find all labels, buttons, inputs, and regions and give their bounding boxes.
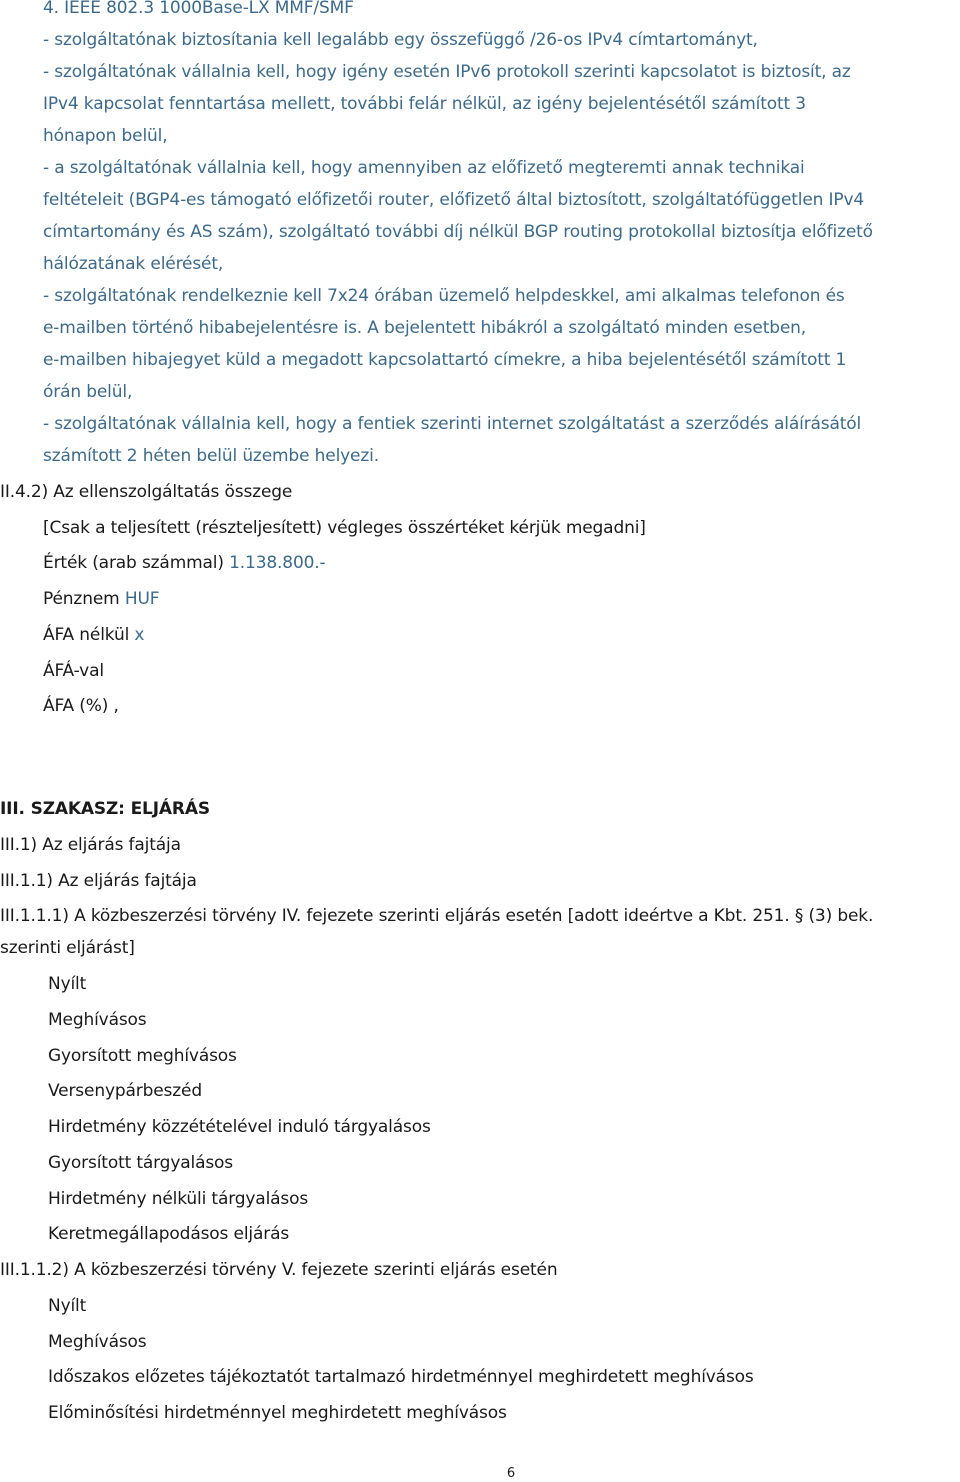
intro-line-14: - szolgáltatónak vállalnia kell, hogy a fentiek szerinti internet szolgáltatást a szerződés aláírásától [43, 414, 862, 434]
value-row [43, 552, 326, 574]
option-iv-versenyparbeszed: Versenypárbeszéd [48, 1081, 202, 1101]
page-number: 6 [506, 1466, 516, 1481]
section-ii42-note: [Csak a teljesített (részteljesített) végleges összértéket kérjük megadni] [43, 518, 646, 538]
intro-line-1: 4. IEEE 802.3 1000Base-LX MMF/SMF [43, 0, 354, 18]
section-iii112-heading: III.1.1.2) A közbeszerzési törvény V. fejezete szerinti eljárás esetén [0, 1260, 558, 1280]
currency-value: HUF [124, 589, 160, 609]
intro-line-12: e-mailben hibajegyet küld a megadott kapcsolattartó címekre, a hiba bejelentésétől számított 1 [43, 350, 847, 370]
option-iv-nyilt: Nyílt [48, 974, 87, 994]
currency-label: Pénznem [43, 589, 125, 609]
vat-rate-label: ÁFA (%) , [43, 696, 119, 716]
value-label: Érték (arab számmal) [43, 553, 230, 573]
value-amount: 1.138.800.- [229, 553, 326, 573]
section-iii1-heading: III.1) Az eljárás fajtája [0, 835, 181, 855]
currency-row [43, 588, 159, 610]
option-iv-keretmegallapodas: Keretmegállapodásos eljárás [48, 1224, 290, 1244]
option-iv-hirdetmeny-nelkuli: Hirdetmény nélküli tárgyalásos [48, 1189, 309, 1209]
intro-line-9: hálózatának elérését, [43, 254, 224, 274]
option-iv-gyorsitott-targyalasos: Gyorsított tárgyalásos [48, 1153, 234, 1173]
option-v-meghivasos: Meghívásos [48, 1332, 147, 1352]
option-iv-gyorsitott-meghivasos: Gyorsított meghívásos [48, 1046, 237, 1066]
intro-line-8: címtartomány és AS szám), szolgáltató további díj nélkül BGP routing protokollal biztosítja előfizető [43, 222, 873, 242]
option-v-idoszakos: Időszakos előzetes tájékoztatót tartalmazó hirdetménnyel meghirdetett meghívásos [48, 1367, 754, 1387]
intro-line-5: hónapon belül, [43, 126, 168, 146]
vat-excl-row [43, 624, 144, 646]
intro-line-6: - a szolgáltatónak vállalnia kell, hogy amennyiben az előfizető megteremti annak technikai [43, 158, 805, 178]
intro-line-15: számított 2 héten belül üzembe helyezi. [43, 446, 379, 466]
section-iii-title: III. SZAKASZ: ELJÁRÁS [0, 799, 210, 819]
section-iii111-heading-line2: szerinti eljárást] [0, 938, 135, 958]
section-iii111-heading-line1: III.1.1.1) A közbeszerzési törvény IV. fejezete szerinti eljárás esetén [adott ideértve a Kbt. 251. § (3) bek. [0, 906, 874, 926]
option-v-nyilt: Nyílt [48, 1296, 87, 1316]
vat-incl-label: ÁFÁ-val [43, 661, 104, 681]
section-iii11-heading: III.1.1) Az eljárás fajtája [0, 871, 197, 891]
intro-line-3: - szolgáltatónak vállalnia kell, hogy igény esetén IPv6 protokoll szerinti kapcsolatot is biztosít, az [43, 62, 851, 82]
section-ii42-heading: II.4.2) Az ellenszolgáltatás összege [0, 482, 293, 502]
intro-line-13: órán belül, [43, 382, 133, 402]
intro-line-4: IPv4 kapcsolat fenntartása mellett, további felár nélkül, az igény bejelentésétől számított 3 [43, 94, 806, 114]
option-iv-hirdetmeny-targyalasos: Hirdetmény közzétételével induló tárgyalásos [48, 1117, 431, 1137]
vat-excl-mark: x [134, 625, 145, 645]
intro-line-10: - szolgáltatónak rendelkeznie kell 7x24 órában üzemelő helpdeskkel, ami alkalmas telefonon és [43, 286, 845, 306]
intro-line-2: - szolgáltatónak biztosítania kell legalább egy összefüggő /26-os IPv4 címtartományt, [43, 30, 758, 50]
intro-line-11: e-mailben történő hibabejelentésre is. A bejelentett hibákról a szolgáltató minden esetben, [43, 318, 807, 338]
option-v-elominositesi: Előminősítési hirdetménnyel meghirdetett meghívásos [48, 1403, 507, 1423]
option-iv-meghivasos: Meghívásos [48, 1010, 147, 1030]
intro-line-7: feltételeit (BGP4-es támogató előfizetői router, előfizető által biztosított, szolgáltatófüggetlen IPv4 [43, 190, 865, 210]
vat-excl-label: ÁFA nélkül [43, 625, 135, 645]
